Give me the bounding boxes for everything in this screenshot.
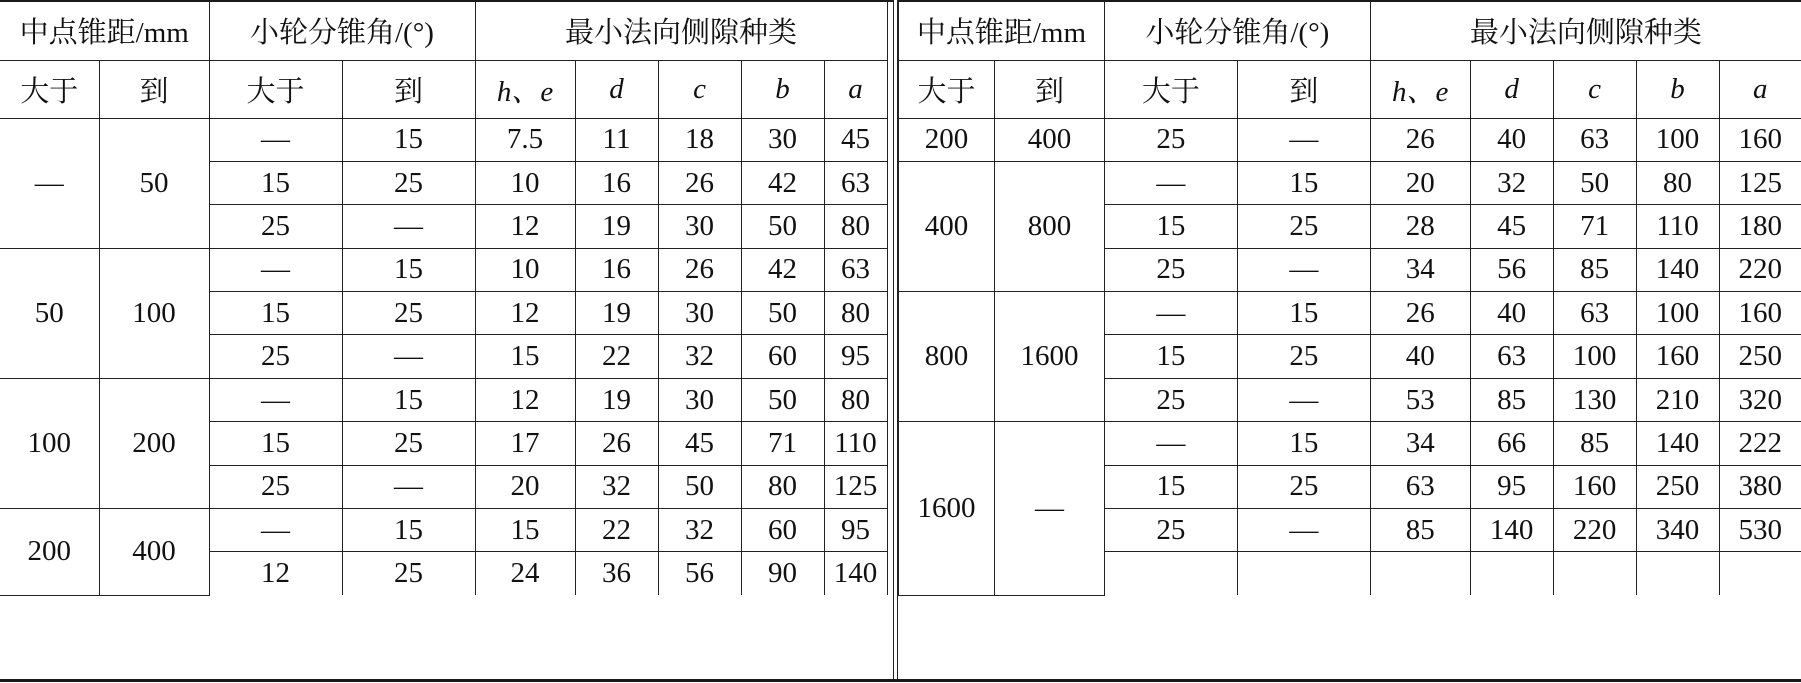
value-a: 250 — [1719, 335, 1801, 378]
cone-angle-to: 15 — [342, 378, 475, 421]
cone-angle-over: — — [1104, 422, 1237, 465]
value-d — [1470, 552, 1553, 595]
cone-angle-over: 25 — [1104, 378, 1237, 421]
header-to: 到 — [342, 60, 475, 118]
cone-angle-over: 25 — [1104, 118, 1237, 161]
value-he: 24 — [475, 552, 575, 595]
cone-angle-over: 15 — [1104, 335, 1237, 378]
value-b: 140 — [1636, 422, 1719, 465]
value-a: 530 — [1719, 509, 1801, 552]
cone-angle-to: 25 — [1237, 205, 1370, 248]
value-b: 140 — [1636, 248, 1719, 291]
value-he: 53 — [1370, 378, 1470, 421]
value-he: 7.5 — [475, 118, 575, 161]
value-c: 56 — [658, 552, 741, 595]
value-a: 222 — [1719, 422, 1801, 465]
value-d: 36 — [575, 552, 658, 595]
value-he: 34 — [1370, 248, 1470, 291]
value-he: 15 — [475, 509, 575, 552]
value-d: 32 — [1470, 161, 1553, 204]
value-c: 45 — [658, 422, 741, 465]
value-b: 90 — [741, 552, 824, 595]
value-a: 80 — [824, 378, 887, 421]
cone-angle-over: — — [209, 248, 342, 291]
value-d: 95 — [1470, 465, 1553, 508]
left-table — [0, 2, 888, 596]
value-d: 140 — [1470, 509, 1553, 552]
cone-angle-to: — — [342, 465, 475, 508]
header-d: d — [575, 60, 658, 118]
cone-angle-over: — — [209, 509, 342, 552]
value-d: 85 — [1470, 378, 1553, 421]
center-distance-over: 200 — [0, 509, 99, 596]
cone-angle-over: — — [1104, 161, 1237, 204]
cone-angle-to: 15 — [1237, 422, 1370, 465]
value-a: 160 — [1719, 118, 1801, 161]
header-pinion-cone-angle: 小轮分锥角/(°) — [209, 2, 475, 60]
value-d: 40 — [1470, 292, 1553, 335]
value-he: 26 — [1370, 118, 1470, 161]
table-row — [899, 422, 1801, 465]
header-he: h、e — [1370, 60, 1470, 118]
value-b: 340 — [1636, 509, 1719, 552]
header-to: 到 — [99, 60, 209, 118]
value-d: 16 — [575, 248, 658, 291]
cone-angle-over: 15 — [209, 422, 342, 465]
value-he: 12 — [475, 292, 575, 335]
center-distance-to: 400 — [994, 118, 1104, 161]
cone-angle-over: 15 — [209, 292, 342, 335]
value-he: 15 — [475, 335, 575, 378]
value-he: 12 — [475, 378, 575, 421]
cone-angle-over: — — [1104, 292, 1237, 335]
value-a: 95 — [824, 509, 887, 552]
header-center-distance: 中点锥距/mm — [0, 2, 209, 60]
center-distance-over: 800 — [899, 292, 995, 422]
table-row — [0, 509, 887, 552]
cone-angle-over: 12 — [209, 552, 342, 595]
value-b: 110 — [1636, 205, 1719, 248]
value-d: 22 — [575, 509, 658, 552]
cone-angle-to: 25 — [342, 292, 475, 335]
center-distance-over: 400 — [899, 161, 995, 291]
value-d: 19 — [575, 205, 658, 248]
value-he: 85 — [1370, 509, 1470, 552]
cone-angle-to — [1237, 552, 1370, 595]
header-a: a — [1719, 60, 1801, 118]
value-d: 32 — [575, 465, 658, 508]
value-d: 22 — [575, 335, 658, 378]
value-c: 50 — [658, 465, 741, 508]
cone-angle-to: 15 — [342, 509, 475, 552]
value-a: 80 — [824, 292, 887, 335]
cone-angle-over: — — [209, 378, 342, 421]
value-b: 80 — [1636, 161, 1719, 204]
center-distance-to: 1600 — [994, 292, 1104, 422]
value-a: 125 — [824, 465, 887, 508]
cone-angle-to: — — [1237, 248, 1370, 291]
value-a: 220 — [1719, 248, 1801, 291]
cone-angle-to: 25 — [1237, 335, 1370, 378]
value-c: 100 — [1553, 335, 1636, 378]
value-c: 30 — [658, 205, 741, 248]
center-distance-over: 50 — [0, 248, 99, 378]
cone-angle-to: 15 — [1237, 161, 1370, 204]
center-distance-to: — — [994, 422, 1104, 596]
value-d: 40 — [1470, 118, 1553, 161]
cone-angle-over: 25 — [209, 205, 342, 248]
cone-angle-over: 15 — [1104, 465, 1237, 508]
value-b: 210 — [1636, 378, 1719, 421]
header-a: a — [824, 60, 887, 118]
center-distance-over: — — [0, 118, 99, 248]
value-c: 32 — [658, 509, 741, 552]
value-a: 63 — [824, 161, 887, 204]
table-row — [899, 118, 1801, 161]
cone-angle-over — [1104, 552, 1237, 595]
value-d: 66 — [1470, 422, 1553, 465]
value-b: 160 — [1636, 335, 1719, 378]
value-d: 45 — [1470, 205, 1553, 248]
header-c: c — [658, 60, 741, 118]
value-b: 60 — [741, 509, 824, 552]
cone-angle-over: 15 — [209, 161, 342, 204]
value-he — [1370, 552, 1470, 595]
value-a: 125 — [1719, 161, 1801, 204]
bottom-rule — [0, 679, 1801, 682]
value-a: 380 — [1719, 465, 1801, 508]
value-b: 80 — [741, 465, 824, 508]
cone-angle-to: 25 — [342, 552, 475, 595]
value-b: 42 — [741, 161, 824, 204]
cone-angle-over: — — [209, 118, 342, 161]
value-a: 320 — [1719, 378, 1801, 421]
value-c — [1553, 552, 1636, 595]
center-distance-to: 400 — [99, 509, 209, 596]
value-a: 180 — [1719, 205, 1801, 248]
value-he: 34 — [1370, 422, 1470, 465]
center-distance-over: 1600 — [899, 422, 995, 596]
value-c: 30 — [658, 292, 741, 335]
value-b: 50 — [741, 378, 824, 421]
value-he: 20 — [475, 465, 575, 508]
table-row — [0, 248, 887, 291]
value-a: 140 — [824, 552, 887, 595]
cone-angle-to: — — [1237, 509, 1370, 552]
header-min-backlash-type: 最小法向侧隙种类 — [1370, 2, 1801, 60]
value-he: 26 — [1370, 292, 1470, 335]
value-a: 110 — [824, 422, 887, 465]
value-he: 10 — [475, 248, 575, 291]
header-b: b — [741, 60, 824, 118]
value-a: 45 — [824, 118, 887, 161]
value-d: 26 — [575, 422, 658, 465]
value-c: 32 — [658, 335, 741, 378]
value-c: 30 — [658, 378, 741, 421]
value-c: 26 — [658, 248, 741, 291]
cone-angle-to: — — [1237, 118, 1370, 161]
table-row — [0, 118, 887, 161]
table-row — [0, 378, 887, 421]
value-he: 12 — [475, 205, 575, 248]
value-he: 40 — [1370, 335, 1470, 378]
value-a: 80 — [824, 205, 887, 248]
header-he: h、e — [475, 60, 575, 118]
value-d: 56 — [1470, 248, 1553, 291]
center-distance-over: 100 — [0, 378, 99, 508]
value-d: 19 — [575, 378, 658, 421]
header-pinion-cone-angle: 小轮分锥角/(°) — [1104, 2, 1370, 60]
value-d: 11 — [575, 118, 658, 161]
value-c: 26 — [658, 161, 741, 204]
header-to: 到 — [994, 60, 1104, 118]
header-center-distance: 中点锥距/mm — [899, 2, 1105, 60]
value-he: 20 — [1370, 161, 1470, 204]
cone-angle-to: 25 — [342, 161, 475, 204]
value-a: 63 — [824, 248, 887, 291]
cone-angle-to: 15 — [342, 248, 475, 291]
table-row — [899, 292, 1801, 335]
cone-angle-over: 25 — [209, 335, 342, 378]
value-c: 63 — [1553, 118, 1636, 161]
value-he: 63 — [1370, 465, 1470, 508]
value-b: 60 — [741, 335, 824, 378]
value-c: 71 — [1553, 205, 1636, 248]
value-he: 17 — [475, 422, 575, 465]
cone-angle-to: 15 — [1237, 292, 1370, 335]
value-d: 63 — [1470, 335, 1553, 378]
value-a: 95 — [824, 335, 887, 378]
cone-angle-to: 25 — [1237, 465, 1370, 508]
value-c: 220 — [1553, 509, 1636, 552]
header-over: 大于 — [209, 60, 342, 118]
cone-angle-to: — — [1237, 378, 1370, 421]
value-b: 100 — [1636, 118, 1719, 161]
value-a: 160 — [1719, 292, 1801, 335]
header-min-backlash-type: 最小法向侧隙种类 — [475, 2, 887, 60]
header-to: 到 — [1237, 60, 1370, 118]
value-c: 50 — [1553, 161, 1636, 204]
cone-angle-to: — — [342, 335, 475, 378]
value-b: 100 — [1636, 292, 1719, 335]
table-row — [899, 161, 1801, 204]
value-c: 18 — [658, 118, 741, 161]
center-distance-to: 200 — [99, 378, 209, 508]
value-d: 19 — [575, 292, 658, 335]
cone-angle-over: 25 — [209, 465, 342, 508]
header-over: 大于 — [1104, 60, 1237, 118]
cone-angle-over: 25 — [1104, 509, 1237, 552]
center-distance-to: 50 — [99, 118, 209, 248]
value-b: 30 — [741, 118, 824, 161]
value-c: 63 — [1553, 292, 1636, 335]
center-distance-over: 200 — [899, 118, 995, 161]
value-b — [1636, 552, 1719, 595]
value-c: 85 — [1553, 248, 1636, 291]
value-b: 250 — [1636, 465, 1719, 508]
cone-angle-over: 15 — [1104, 205, 1237, 248]
cone-angle-to: 25 — [342, 422, 475, 465]
value-a — [1719, 552, 1801, 595]
header-over: 大于 — [899, 60, 995, 118]
center-distance-to: 800 — [994, 161, 1104, 291]
value-c: 130 — [1553, 378, 1636, 421]
header-c: c — [1553, 60, 1636, 118]
value-c: 85 — [1553, 422, 1636, 465]
value-b: 50 — [741, 292, 824, 335]
cone-angle-to: 15 — [342, 118, 475, 161]
value-b: 42 — [741, 248, 824, 291]
header-d: d — [1470, 60, 1553, 118]
right-table — [898, 2, 1801, 596]
value-he: 28 — [1370, 205, 1470, 248]
value-he: 10 — [475, 161, 575, 204]
cone-angle-over: 25 — [1104, 248, 1237, 291]
center-distance-to: 100 — [99, 248, 209, 378]
value-d: 16 — [575, 161, 658, 204]
value-c: 160 — [1553, 465, 1636, 508]
value-b: 71 — [741, 422, 824, 465]
header-over: 大于 — [0, 60, 99, 118]
value-b: 50 — [741, 205, 824, 248]
header-b: b — [1636, 60, 1719, 118]
cone-angle-to: — — [342, 205, 475, 248]
